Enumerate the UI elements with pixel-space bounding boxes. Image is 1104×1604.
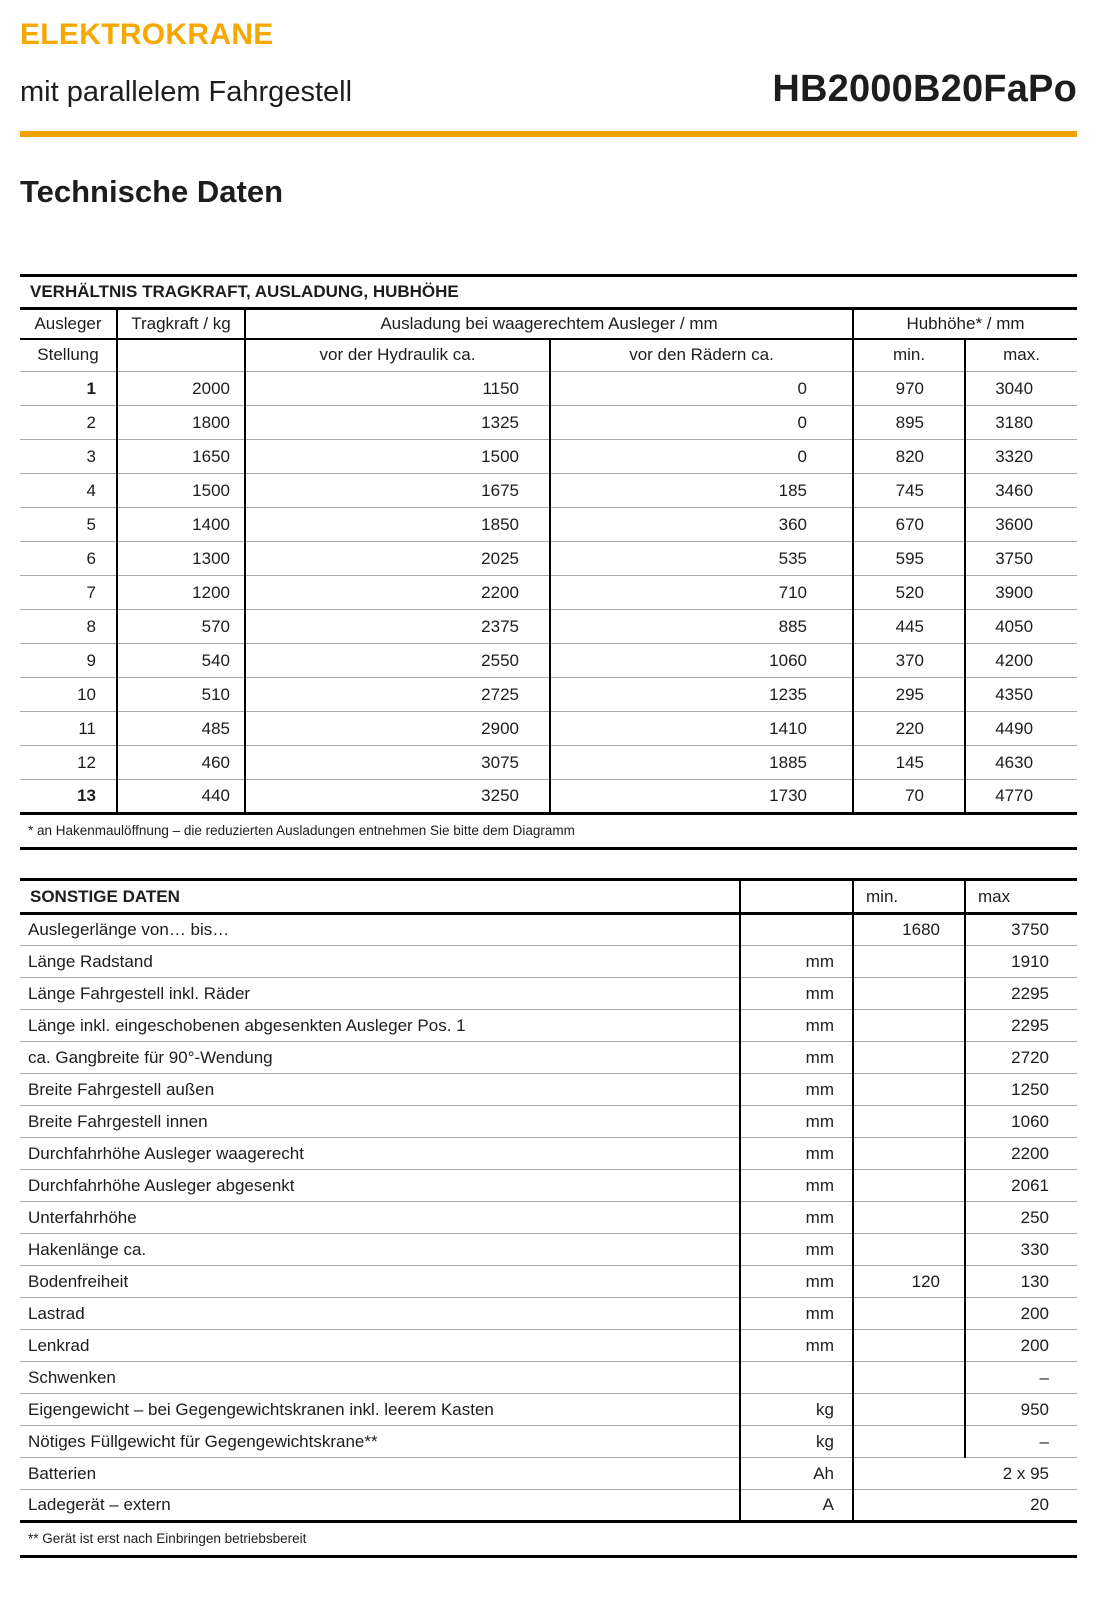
capacity-table-title-row <box>20 276 1077 309</box>
unit-value: mm <box>740 1138 853 1170</box>
max-value: 200 <box>965 1298 1077 1330</box>
table-row <box>20 474 1077 508</box>
hubhoehe-min-value: 745 <box>853 474 965 508</box>
hubhoehe-min-value: 145 <box>853 746 965 780</box>
unit-value: mm <box>740 1234 853 1266</box>
table-row <box>20 542 1077 576</box>
stellung-value: 9 <box>20 644 117 678</box>
ausladung-raedern-value: 185 <box>550 474 853 508</box>
other-data-header-row <box>20 880 1077 914</box>
ausladung-raedern-value: 0 <box>550 440 853 474</box>
header-max: max <box>965 880 1077 914</box>
min-value <box>853 946 965 978</box>
ausladung-hydraulik-value: 1325 <box>245 406 550 440</box>
table-row <box>20 1170 1077 1202</box>
hubhoehe-min-value: 670 <box>853 508 965 542</box>
table-row <box>20 576 1077 610</box>
model-number: HB2000B20FaPo <box>772 68 1077 110</box>
header-raedern: vor den Rädern ca. <box>550 339 853 372</box>
min-value <box>853 1010 965 1042</box>
hubhoehe-min-value: 70 <box>853 780 965 814</box>
ausladung-hydraulik-value: 3250 <box>245 780 550 814</box>
footnote-capacity: * an Hakenmaulöffnung – die reduzierten Ausladungen entnehmen Sie bitte dem Diagramm <box>20 815 1077 850</box>
tragkraft-value: 485 <box>117 712 245 746</box>
header-min: min. <box>853 339 965 372</box>
table-row <box>20 1330 1077 1362</box>
ausladung-raedern-value: 360 <box>550 508 853 542</box>
hubhoehe-min-value: 895 <box>853 406 965 440</box>
table-row <box>20 1042 1077 1074</box>
max-value: 2295 <box>965 978 1077 1010</box>
stellung-value: 4 <box>20 474 117 508</box>
ausladung-raedern-value: 1885 <box>550 746 853 780</box>
table-row <box>20 1426 1077 1458</box>
tragkraft-value: 440 <box>117 780 245 814</box>
table-row <box>20 746 1077 780</box>
stellung-value: 3 <box>20 440 117 474</box>
hubhoehe-max-value: 4350 <box>965 678 1077 712</box>
unit-value: A <box>740 1490 853 1522</box>
unit-value <box>740 914 853 946</box>
row-label: ca. Gangbreite für 90°-Wendung <box>20 1042 740 1074</box>
row-label: Nötiges Füllgewicht für Gegengewichtskrane** <box>20 1426 740 1458</box>
min-value <box>853 1298 965 1330</box>
hubhoehe-min-value: 220 <box>853 712 965 746</box>
row-label: Unterfahrhöhe <box>20 1202 740 1234</box>
row-label: Lenkrad <box>20 1330 740 1362</box>
capacity-table-title: VERHÄLTNIS TRAGKRAFT, AUSLADUNG, HUBHÖHE <box>20 276 1077 309</box>
hubhoehe-max-value: 3040 <box>965 372 1077 406</box>
capacity-table <box>20 274 1077 815</box>
max-value: 200 <box>965 1330 1077 1362</box>
min-value <box>853 978 965 1010</box>
row-label: Batterien <box>20 1458 740 1490</box>
max-value: 330 <box>965 1234 1077 1266</box>
stellung-value: 10 <box>20 678 117 712</box>
ausladung-hydraulik-value: 2900 <box>245 712 550 746</box>
stellung-value: 13 <box>20 780 117 814</box>
row-label: Hakenlänge ca. <box>20 1234 740 1266</box>
max-value: 3750 <box>965 914 1077 946</box>
header-unit-empty <box>740 880 853 914</box>
min-value <box>853 1170 965 1202</box>
max-value: 1060 <box>965 1106 1077 1138</box>
tragkraft-value: 1800 <box>117 406 245 440</box>
max-value: 2720 <box>965 1042 1077 1074</box>
stellung-value: 8 <box>20 610 117 644</box>
merged-value: 2 x 95 <box>853 1458 1077 1490</box>
row-label: Bodenfreiheit <box>20 1266 740 1298</box>
product-subtitle: mit parallelem Fahrgestell <box>20 76 353 108</box>
capacity-header-row-2 <box>20 339 1077 372</box>
tragkraft-value: 1200 <box>117 576 245 610</box>
max-value: 950 <box>965 1394 1077 1426</box>
table-row <box>20 978 1077 1010</box>
stellung-value: 6 <box>20 542 117 576</box>
min-value <box>853 1106 965 1138</box>
footnote-other-data: ** Gerät ist erst nach Einbringen betriebsbereit <box>20 1523 1077 1558</box>
table-row <box>20 1266 1077 1298</box>
unit-value: mm <box>740 1170 853 1202</box>
ausladung-hydraulik-value: 1850 <box>245 508 550 542</box>
max-value: – <box>965 1426 1077 1458</box>
row-label: Ladegerät – extern <box>20 1490 740 1522</box>
row-label: Eigengewicht – bei Gegengewichtskranen inkl. leerem Kasten <box>20 1394 740 1426</box>
ausladung-hydraulik-value: 1675 <box>245 474 550 508</box>
ausladung-raedern-value: 1410 <box>550 712 853 746</box>
table-row <box>20 1298 1077 1330</box>
max-value: 1250 <box>965 1074 1077 1106</box>
table-row <box>20 1074 1077 1106</box>
hubhoehe-max-value: 4770 <box>965 780 1077 814</box>
ausladung-raedern-value: 535 <box>550 542 853 576</box>
row-label: Breite Fahrgestell außen <box>20 1074 740 1106</box>
hubhoehe-max-value: 4050 <box>965 610 1077 644</box>
other-data-table <box>20 878 1077 1523</box>
row-label: Durchfahrhöhe Ausleger waagerecht <box>20 1138 740 1170</box>
header-max: max. <box>965 339 1077 372</box>
subtitle-row <box>20 68 1077 111</box>
table-row <box>20 1490 1077 1522</box>
ausladung-hydraulik-value: 2725 <box>245 678 550 712</box>
table-row <box>20 372 1077 406</box>
header-min: min. <box>853 880 965 914</box>
ausladung-hydraulik-value: 1500 <box>245 440 550 474</box>
hubhoehe-max-value: 3750 <box>965 542 1077 576</box>
stellung-value: 11 <box>20 712 117 746</box>
table-row <box>20 946 1077 978</box>
unit-value: kg <box>740 1394 853 1426</box>
hubhoehe-max-value: 3460 <box>965 474 1077 508</box>
max-value: 2061 <box>965 1170 1077 1202</box>
header-hydraulik: vor der Hydraulik ca. <box>245 339 550 372</box>
tragkraft-value: 540 <box>117 644 245 678</box>
brand-title: ELEKTROKRANE <box>20 18 274 51</box>
unit-value: Ah <box>740 1458 853 1490</box>
row-label: Durchfahrhöhe Ausleger abgesenkt <box>20 1170 740 1202</box>
ausladung-hydraulik-value: 3075 <box>245 746 550 780</box>
hubhoehe-max-value: 3320 <box>965 440 1077 474</box>
table-row <box>20 1394 1077 1426</box>
tragkraft-value: 2000 <box>117 372 245 406</box>
row-label: Auslegerlänge von… bis… <box>20 914 740 946</box>
unit-value: mm <box>740 1042 853 1074</box>
min-value <box>853 1426 965 1458</box>
table-row <box>20 610 1077 644</box>
stellung-value: 5 <box>20 508 117 542</box>
table-row <box>20 644 1077 678</box>
max-value: 250 <box>965 1202 1077 1234</box>
row-label: Schwenken <box>20 1362 740 1394</box>
accent-rule <box>20 131 1077 137</box>
other-data-title: SONSTIGE DATEN <box>20 880 740 914</box>
min-value: 120 <box>853 1266 965 1298</box>
ausladung-hydraulik-value: 2200 <box>245 576 550 610</box>
table-row <box>20 712 1077 746</box>
stellung-value: 12 <box>20 746 117 780</box>
hubhoehe-max-value: 3600 <box>965 508 1077 542</box>
table-row <box>20 678 1077 712</box>
table-row <box>20 1362 1077 1394</box>
hubhoehe-min-value: 820 <box>853 440 965 474</box>
unit-value: mm <box>740 946 853 978</box>
ausladung-raedern-value: 1060 <box>550 644 853 678</box>
table-row <box>20 1138 1077 1170</box>
capacity-header-row-1 <box>20 309 1077 339</box>
unit-value: mm <box>740 1106 853 1138</box>
table-row <box>20 1106 1077 1138</box>
header-hubhoehe-group: Hubhöhe* / mm <box>853 309 1077 339</box>
min-value <box>853 1074 965 1106</box>
min-value <box>853 1362 965 1394</box>
hubhoehe-min-value: 970 <box>853 372 965 406</box>
hubhoehe-max-value: 3180 <box>965 406 1077 440</box>
ausladung-raedern-value: 0 <box>550 372 853 406</box>
unit-value: mm <box>740 1202 853 1234</box>
tragkraft-value: 1650 <box>117 440 245 474</box>
tragkraft-value: 570 <box>117 610 245 644</box>
max-value: 2200 <box>965 1138 1077 1170</box>
table-row <box>20 1202 1077 1234</box>
max-value: – <box>965 1362 1077 1394</box>
hubhoehe-max-value: 4630 <box>965 746 1077 780</box>
header-ausladung-group: Ausladung bei waagerechtem Ausleger / mm <box>245 309 853 339</box>
page-header <box>20 18 1077 137</box>
min-value <box>853 1394 965 1426</box>
tragkraft-value: 460 <box>117 746 245 780</box>
min-value <box>853 1202 965 1234</box>
stellung-value: 2 <box>20 406 117 440</box>
hubhoehe-max-value: 4490 <box>965 712 1077 746</box>
min-value <box>853 1138 965 1170</box>
row-label: Breite Fahrgestell innen <box>20 1106 740 1138</box>
ausladung-raedern-value: 1730 <box>550 780 853 814</box>
max-value: 130 <box>965 1266 1077 1298</box>
table-row <box>20 406 1077 440</box>
tragkraft-value: 1400 <box>117 508 245 542</box>
hubhoehe-min-value: 520 <box>853 576 965 610</box>
table-row <box>20 1234 1077 1266</box>
hubhoehe-min-value: 295 <box>853 678 965 712</box>
table-row <box>20 780 1077 814</box>
ausladung-raedern-value: 885 <box>550 610 853 644</box>
table-row <box>20 1458 1077 1490</box>
table-row <box>20 1010 1077 1042</box>
unit-value: mm <box>740 1074 853 1106</box>
tragkraft-value: 1300 <box>117 542 245 576</box>
stellung-value: 1 <box>20 372 117 406</box>
hubhoehe-min-value: 445 <box>853 610 965 644</box>
max-value: 1910 <box>965 946 1077 978</box>
unit-value <box>740 1362 853 1394</box>
min-value <box>853 1330 965 1362</box>
row-label: Lastrad <box>20 1298 740 1330</box>
table-row <box>20 508 1077 542</box>
unit-value: mm <box>740 1010 853 1042</box>
ausladung-hydraulik-value: 1150 <box>245 372 550 406</box>
merged-value: 20 <box>853 1490 1077 1522</box>
unit-value: mm <box>740 1266 853 1298</box>
hubhoehe-max-value: 4200 <box>965 644 1077 678</box>
row-label: Länge Fahrgestell inkl. Räder <box>20 978 740 1010</box>
min-value <box>853 1234 965 1266</box>
header-stellung: Stellung <box>20 339 117 372</box>
hubhoehe-min-value: 595 <box>853 542 965 576</box>
unit-value: mm <box>740 1298 853 1330</box>
unit-value: mm <box>740 1330 853 1362</box>
ausladung-raedern-value: 710 <box>550 576 853 610</box>
tragkraft-value: 510 <box>117 678 245 712</box>
min-value <box>853 1042 965 1074</box>
stellung-value: 7 <box>20 576 117 610</box>
header-tragkraft: Tragkraft / kg <box>117 309 245 339</box>
ausladung-hydraulik-value: 2375 <box>245 610 550 644</box>
row-label: Länge inkl. eingeschobenen abgesenkten Ausleger Pos. 1 <box>20 1010 740 1042</box>
unit-value: kg <box>740 1426 853 1458</box>
hubhoehe-min-value: 370 <box>853 644 965 678</box>
ausladung-hydraulik-value: 2025 <box>245 542 550 576</box>
ausladung-raedern-value: 0 <box>550 406 853 440</box>
min-value: 1680 <box>853 914 965 946</box>
row-label: Länge Radstand <box>20 946 740 978</box>
tragkraft-value: 1500 <box>117 474 245 508</box>
table-row <box>20 440 1077 474</box>
header-empty <box>117 339 245 372</box>
unit-value: mm <box>740 978 853 1010</box>
max-value: 2295 <box>965 1010 1077 1042</box>
header-ausleger: Ausleger <box>20 309 117 339</box>
table-row <box>20 914 1077 946</box>
ausladung-raedern-value: 1235 <box>550 678 853 712</box>
page-title: Technische Daten <box>20 174 284 209</box>
ausladung-hydraulik-value: 2550 <box>245 644 550 678</box>
hubhoehe-max-value: 3900 <box>965 576 1077 610</box>
